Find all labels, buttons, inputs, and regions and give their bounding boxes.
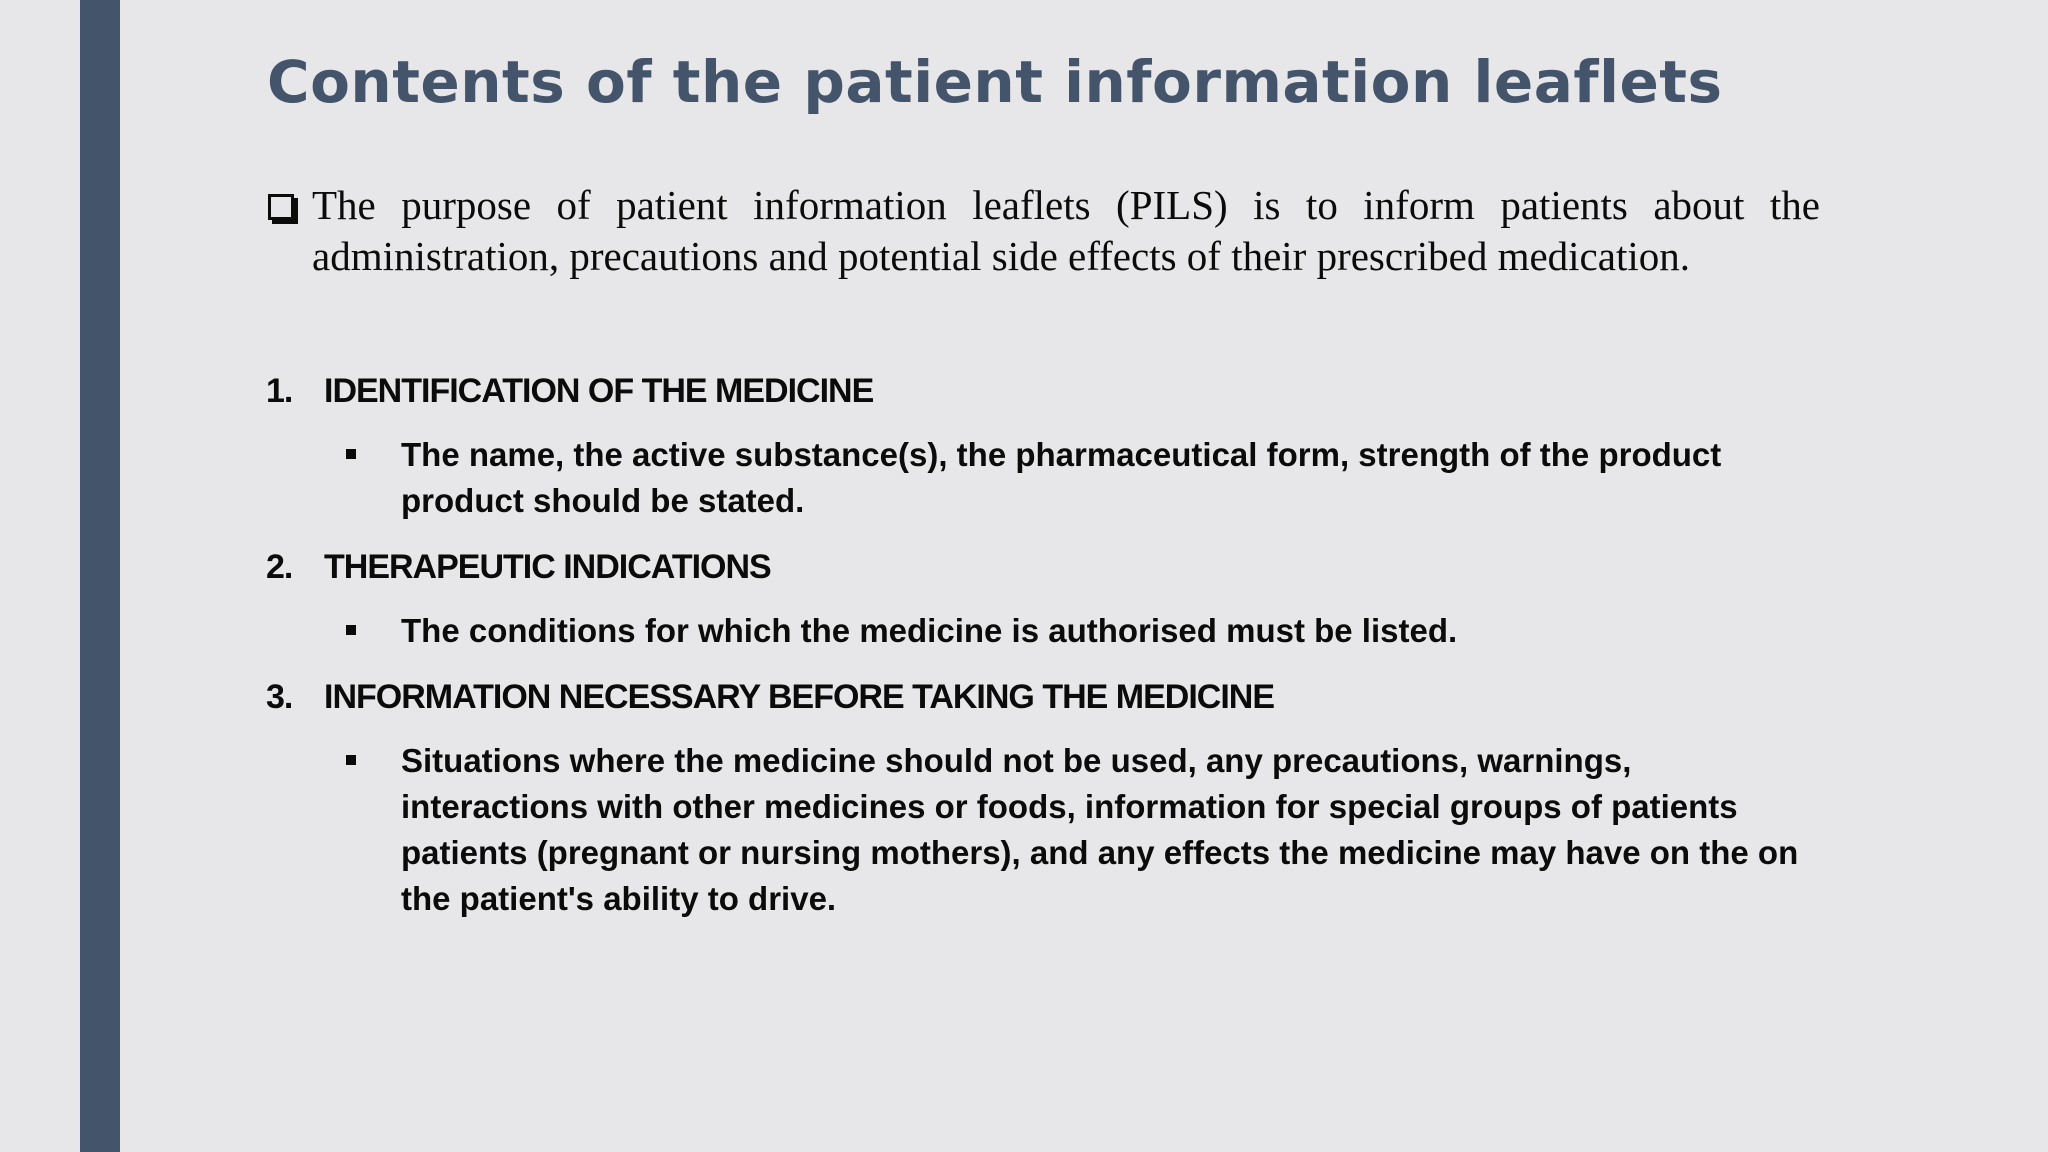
section-heading <box>266 362 1826 420</box>
slide-title: Contents of the patient information leaflets <box>267 48 1723 116</box>
intro-text: The purpose of patient information leaflets (PILS) is to inform patients about the administration, precautions and potential side effects of their prescribed medication. <box>312 182 1820 279</box>
square-bullet-icon <box>346 755 356 765</box>
bullet-text: The conditions for which the medicine is authorised must be listed. <box>401 612 1458 649</box>
intro-paragraph <box>268 180 1820 282</box>
sections-list <box>266 362 1826 936</box>
section-identification <box>266 362 1826 524</box>
section-heading-text: IDENTIFICATION OF THE MEDICINE <box>324 372 874 410</box>
square-bullet-icon <box>346 625 356 635</box>
section-heading-text: INFORMATION NECESSARY BEFORE TAKING THE MEDICINE <box>324 678 1275 716</box>
section-number: 3. <box>266 678 293 716</box>
accent-bar <box>80 0 120 1152</box>
bullet-text: Situations where the medicine should not be used, any precautions, warnings, interactions with other medicines or foods, information for special groups of patients patients (pregnant or nursing mothers), and any effects the medicine may have on the on the patient's ability to drive. <box>401 742 1799 917</box>
section-heading-text: THERAPEUTIC INDICATIONS <box>324 548 771 586</box>
section-number: 2. <box>266 548 293 586</box>
square-bullet-icon <box>346 449 356 459</box>
bullet-item <box>266 608 1826 654</box>
checkbox-bullet-icon <box>268 194 294 220</box>
bullet-text: The name, the active substance(s), the pharmaceutical form, strength of the product product should be stated. <box>401 436 1722 519</box>
section-information-before-taking <box>266 668 1826 922</box>
section-heading <box>266 668 1826 726</box>
section-heading <box>266 538 1826 596</box>
section-number: 1. <box>266 372 293 410</box>
section-therapeutic-indications <box>266 538 1826 654</box>
bullet-item <box>266 432 1826 524</box>
bullet-item <box>266 738 1826 922</box>
